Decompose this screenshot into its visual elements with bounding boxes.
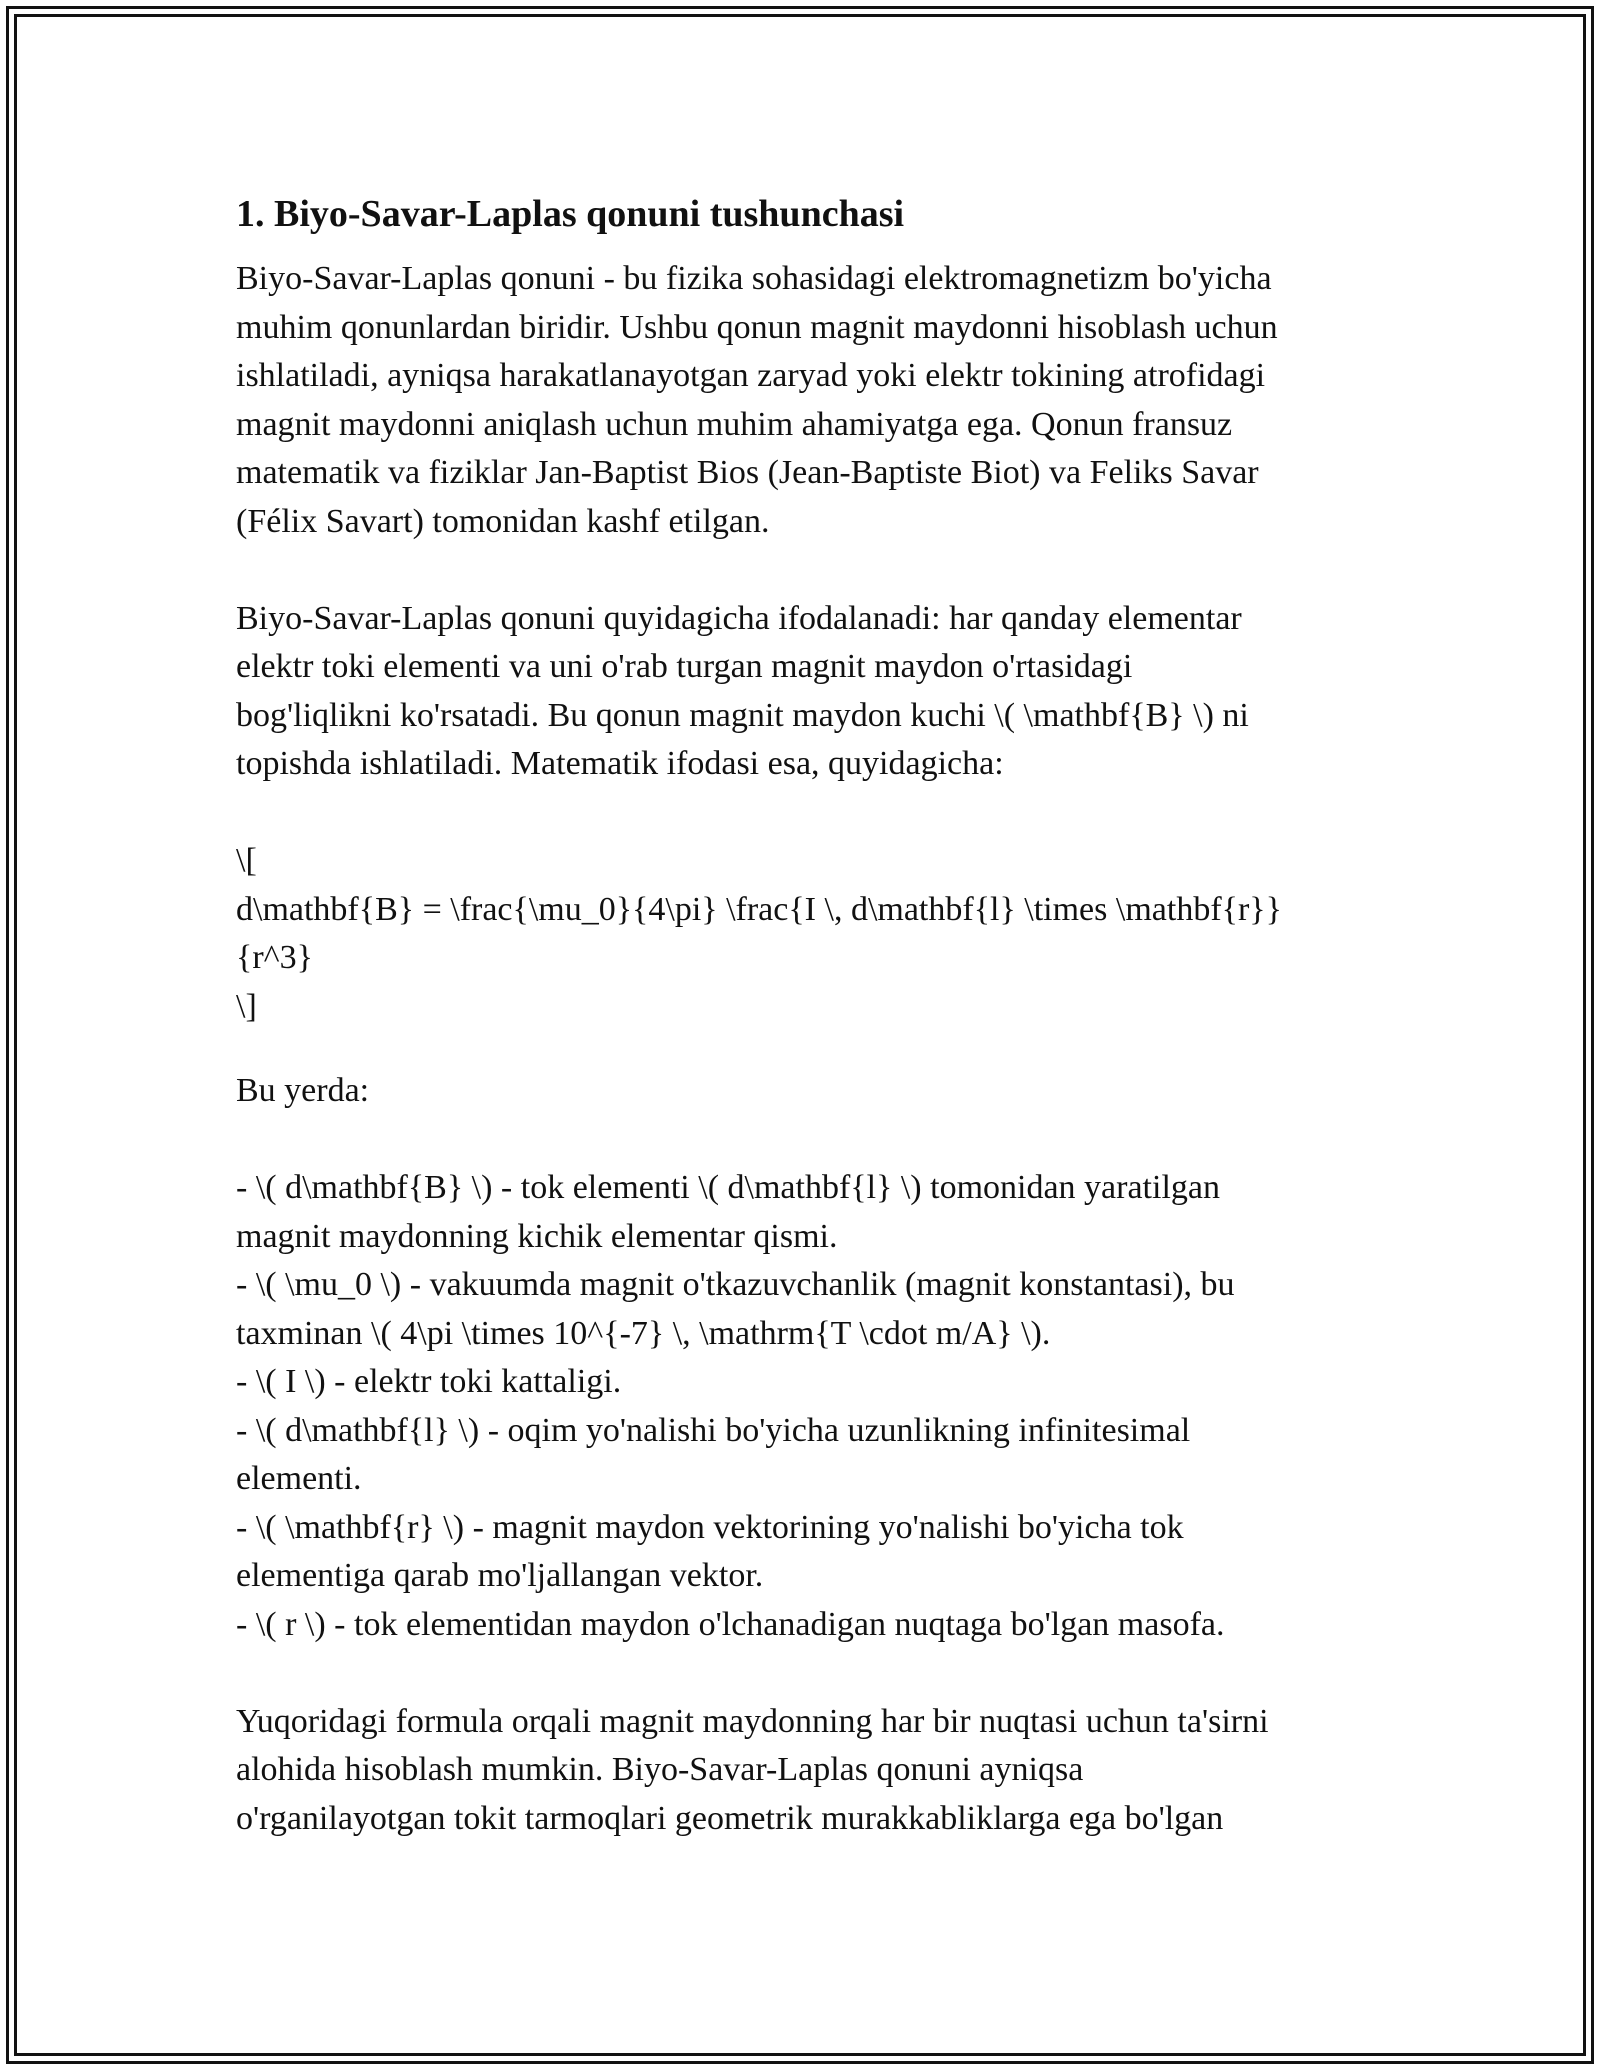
definitions-list (236, 1164, 1396, 1649)
list-item: - \( \mathbf{r} \) - magnit maydon vektorining yo'nalishi bo'yicha tok (236, 1508, 1184, 1546)
text-line: bog'liqlikni ko'rsatadi. Bu qonun magnit maydon kuchi \( \mathbf{B} \) ni (236, 696, 1249, 734)
document-page (236, 190, 1396, 1843)
list-item: - \( \mu_0 \) - vakuumda magnit o'tkazuvchanlik (magnit konstantasi), bu (236, 1266, 1235, 1303)
text-line: magnit maydonni aniqlash uchun muhim ahamiyatga ega. Qonun fransuz (236, 405, 1233, 443)
text-line: matematik va fiziklar Jan-Baptist Bios (Jean-Baptiste Biot) va Feliks Savar (236, 454, 1259, 491)
paragraph-intro (236, 255, 1396, 546)
formula-line: \] (236, 987, 257, 1025)
text-line: topishda ishlatiladi. Matematik ifodasi esa, quyidagicha: (236, 745, 1004, 782)
text-line: (Félix Savart) tomonidan kashf etilgan. (236, 502, 770, 540)
list-item: elementiga qarab mo'ljallangan vektor. (236, 1557, 764, 1594)
list-item: - \( d\mathbf{B} \) - tok elementi \( d\mathbf{l} \) tomonidan yaratilgan (236, 1169, 1220, 1206)
section-heading: 1. Biyo-Savar-Laplas qonuni tushunchasi (236, 193, 905, 235)
formula-line: {r^3} (236, 939, 313, 976)
list-item: magnit maydonning kichik elementar qismi. (236, 1217, 838, 1255)
text-line: ishlatiladi, ayniqsa harakatlanayotgan zaryad yoki elektr tokining atrofidagi (236, 357, 1266, 394)
text-line: Biyo-Savar-Laplas qonuni quyidagicha ifodalanadi: har qanday elementar (236, 599, 1242, 637)
list-item: taxminan \( 4\pi \times 10^{-7} \, \mathrm{T \cdot m/A} \). (236, 1314, 1051, 1352)
paragraph-definition (236, 595, 1396, 789)
text-line: elektr toki elementi va uni o'rab turgan magnit maydon o'rtasidagi (236, 648, 1133, 685)
list-item: elementi. (236, 1460, 362, 1497)
formula-block (236, 837, 1396, 1031)
paragraph-conclusion (236, 1698, 1396, 1844)
text-line: o'rganilayotgan tokit tarmoqlari geometrik murakkabliklarga ega bo'lgan (236, 1799, 1224, 1837)
list-item: - \( r \) - tok elementidan maydon o'lchanadigan nuqtaga bo'lgan masofa. (236, 1605, 1225, 1643)
text-line: alohida hisoblash mumkin. Biyo-Savar-Laplas qonuni ayniqsa (236, 1751, 1084, 1788)
list-item: - \( d\mathbf{l} \) - oqim yo'nalishi bo'yicha uzunlikning infinitesimal (236, 1411, 1191, 1449)
list-item: - \( I \) - elektr toki kattaligi. (236, 1363, 622, 1400)
text-line: muhim qonunlardan biridir. Ushbu qonun magnit maydonni hisoblash uchun (236, 308, 1278, 346)
formula-line: \[ (236, 842, 257, 879)
text-line: Yuqoridagi formula orqali magnit maydonning har bir nuqtasi uchun ta'sirni (236, 1702, 1269, 1740)
bu-yerda-label: Bu yerda: (236, 1072, 370, 1109)
text-line: Biyo-Savar-Laplas qonuni - bu fizika sohasidagi elektromagnetizm bo'yicha (236, 260, 1272, 297)
formula-line: d\mathbf{B} = \frac{\mu_0}{4\pi} \frac{I \, d\mathbf{l} \times \mathbf{r}} (236, 890, 1282, 928)
